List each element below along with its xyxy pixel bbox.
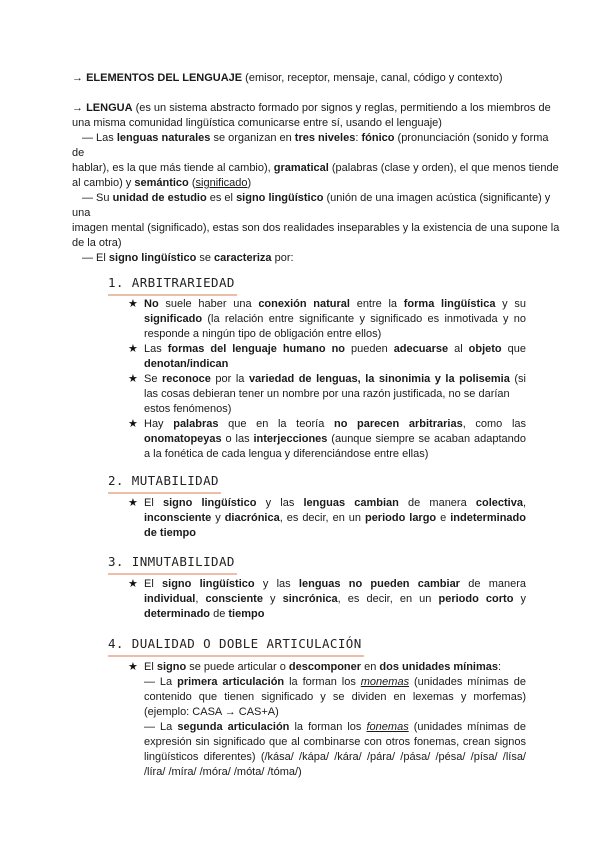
dualidad-line-1 bbox=[144, 660, 526, 675]
bold-text: caracteriza bbox=[214, 252, 272, 264]
body-text: (la relación entre significante y significado es inmotivada y no bbox=[202, 313, 526, 325]
body-text: en bbox=[361, 661, 380, 673]
bold-text: formas del lenguaje humano no bbox=[167, 343, 346, 355]
mutabilidad-line-3 bbox=[144, 526, 526, 541]
bold-text: gramatical bbox=[273, 162, 329, 174]
inmutabilidad-line-3 bbox=[144, 607, 526, 622]
arbitrariedad-bullet-1-line-2 bbox=[144, 312, 526, 327]
bold-text: indeterminado bbox=[450, 512, 526, 524]
bold-text: signo bbox=[156, 661, 187, 673]
body-text: entre la bbox=[349, 298, 404, 310]
body-text: ( bbox=[188, 177, 196, 189]
body-text: la forman los bbox=[289, 721, 367, 733]
body-text: pueden bbox=[345, 343, 394, 355]
body-text: — Su bbox=[82, 192, 113, 204]
lengua-line-8: una bbox=[72, 207, 91, 219]
bold-text: interjecciones bbox=[253, 433, 328, 445]
bold-text: signo lingüístico bbox=[162, 497, 257, 509]
bold-text: inconsciente bbox=[144, 512, 212, 524]
body-text: se puede articular o bbox=[186, 661, 289, 673]
bold-text: tres niveles bbox=[294, 132, 356, 144]
body-text: y las bbox=[256, 497, 304, 509]
bold-text: palabras bbox=[173, 418, 219, 430]
bold-text: descomponer bbox=[288, 661, 362, 673]
body-text: se organizan en bbox=[210, 132, 295, 144]
bold-text: individual bbox=[144, 593, 196, 605]
lengua-line-6 bbox=[72, 176, 534, 191]
body-text: que bbox=[501, 343, 526, 355]
bold-text: variedad de lenguas, la sinonimia y la polisemia bbox=[248, 373, 510, 385]
section-heading-mutabilidad: 2. MUTABILIDAD bbox=[108, 474, 221, 494]
bold-text: primera articulación bbox=[177, 676, 285, 688]
body-text: El bbox=[144, 578, 163, 590]
lengua-line-1 bbox=[72, 101, 551, 116]
body-text: por: bbox=[271, 252, 294, 264]
bold-text: adecuarse bbox=[393, 343, 449, 355]
body-text: de manera bbox=[398, 497, 476, 509]
bold-text: periodo corto bbox=[438, 593, 514, 605]
body-text: de bbox=[210, 608, 229, 620]
bold-text: No bbox=[144, 298, 159, 310]
dualidad-line-5 bbox=[144, 720, 526, 735]
body-text: y su bbox=[495, 298, 526, 310]
star-icon: ★ bbox=[128, 373, 138, 385]
body-text: , bbox=[195, 593, 206, 605]
section-heading-arbitrariedad: 1. ARBITRARIEDAD bbox=[108, 276, 237, 296]
elementos-line bbox=[72, 71, 534, 86]
body-text: (unidades mínimas de bbox=[409, 676, 526, 688]
body-text: , como las bbox=[462, 418, 527, 430]
bold-text: de bbox=[144, 527, 160, 539]
arbitrariedad-bullet-4-line-2 bbox=[144, 432, 526, 447]
body-text: y las bbox=[254, 578, 299, 590]
bold-text: periodo largo bbox=[364, 512, 437, 524]
heading-text: LENGUA bbox=[86, 102, 133, 114]
body-text: (emisor, receptor, mensaje, canal, código y contexto) bbox=[242, 72, 503, 84]
bold-text: onomatopeyas bbox=[144, 433, 222, 445]
body-text: , es decir, en un bbox=[337, 593, 439, 605]
body-text: (unidades mínimas de bbox=[408, 721, 526, 733]
arbitrariedad-bullet-3-line-2: las cosas debieran tener un nombre por una razón justificada, no se darían bbox=[144, 388, 510, 400]
bold-text: colectiva bbox=[475, 497, 523, 509]
bold-text: diacrónica bbox=[224, 512, 280, 524]
bold-text: signo lingüístico bbox=[108, 252, 197, 264]
body-text: (si bbox=[509, 373, 526, 385]
body-text: El bbox=[144, 661, 157, 673]
lengua-line-7 bbox=[82, 191, 551, 206]
body-text: , bbox=[522, 497, 527, 509]
dualidad-line-2 bbox=[144, 675, 526, 690]
arbitrariedad-bullet-3-line-1 bbox=[144, 372, 526, 387]
star-icon: ★ bbox=[128, 661, 138, 673]
inmutabilidad-line-1 bbox=[144, 577, 526, 592]
italic-underlined-text: monemas bbox=[360, 676, 410, 688]
dualidad-line-6: expresión sin significado que al combinarse con otros fonemas, crean signos bbox=[144, 736, 526, 748]
body-text: (palabras (clase y orden), el que menos tiende bbox=[328, 162, 559, 174]
underlined-text: significado bbox=[195, 177, 248, 189]
dualidad-line-8: /líra/ /míra/ /móra/ /móta/ /tóma/) bbox=[144, 766, 302, 778]
body-text: por la bbox=[210, 373, 249, 385]
body-text: (es un sistema abstracto formado por signos y reglas, permitiendo a los miembros de bbox=[132, 102, 551, 114]
body-text: El bbox=[144, 497, 163, 509]
bold-text: reconoce bbox=[161, 373, 211, 385]
arbitrariedad-bullet-2-line-1 bbox=[144, 342, 526, 357]
body-text: (pronunciación (sonido y forma bbox=[394, 132, 549, 144]
body-text: e bbox=[436, 512, 451, 524]
body-text: y bbox=[513, 593, 527, 605]
section-heading-inmutabilidad: 3. INMUTABILIDAD bbox=[108, 555, 237, 575]
body-text: Las bbox=[144, 343, 168, 355]
lengua-line-2: una misma comunidad lingüística comunicarse entre sí, usando el lenguaje) bbox=[72, 117, 442, 129]
body-text: — Las bbox=[82, 132, 117, 144]
lengua-line-3 bbox=[82, 131, 549, 146]
arrow-icon: → bbox=[72, 102, 87, 114]
star-icon: ★ bbox=[128, 343, 138, 355]
body-text: es el bbox=[206, 192, 237, 204]
star-icon: ★ bbox=[128, 298, 138, 310]
bold-text: tiempo bbox=[159, 527, 196, 539]
body-text: se bbox=[196, 252, 215, 264]
dualidad-line-4: (ejemplo: CASA → CAS+A) bbox=[144, 706, 279, 718]
lengua-line-10: de la otra) bbox=[72, 237, 122, 249]
bold-text: lenguas naturales bbox=[116, 132, 211, 144]
lengua-line-11 bbox=[82, 251, 544, 266]
arbitrariedad-bullet-2-line-2 bbox=[144, 357, 526, 372]
arbitrariedad-bullet-4-line-1 bbox=[144, 417, 526, 432]
arbitrariedad-bullet-4-line-3: a la fonética de cada lengua y diferenciándose entre ellas) bbox=[144, 448, 429, 460]
arrow-icon: → bbox=[72, 72, 87, 84]
bold-text: conexión natural bbox=[258, 298, 350, 310]
body-text: de manera bbox=[459, 578, 526, 590]
body-text: — La bbox=[144, 721, 178, 733]
body-text: Hay bbox=[144, 418, 174, 430]
dualidad-line-3: contenido que tienen significado y se dividen en lexemas y morfemas) bbox=[144, 691, 526, 703]
star-icon: ★ bbox=[128, 578, 138, 590]
body-text: (unión de una imagen acústica (significante) y bbox=[323, 192, 551, 204]
bold-text: semántico bbox=[134, 177, 189, 189]
bold-text: fónico bbox=[361, 132, 395, 144]
body-text: y bbox=[211, 512, 225, 524]
body-text: — La bbox=[144, 676, 178, 688]
bold-text: dos unidades mínimas bbox=[379, 661, 499, 673]
body-text: suele haber una bbox=[158, 298, 259, 310]
bold-text: objeto bbox=[468, 343, 502, 355]
inmutabilidad-line-2 bbox=[144, 592, 526, 607]
mutabilidad-line-2 bbox=[144, 511, 526, 526]
bold-text: lenguas cambian bbox=[303, 497, 399, 509]
bold-text: segunda articulación bbox=[177, 721, 290, 733]
heading-text: ELEMENTOS DEL LENGUAJE bbox=[86, 72, 243, 84]
lengua-line-9: imagen mental (significado), estas son dos realidades inseparables y la existencia de una supone la bbox=[72, 222, 560, 234]
bold-text: denotan/indican bbox=[144, 358, 229, 370]
body-text: que en la teoría bbox=[218, 418, 334, 430]
arbitrariedad-bullet-3-line-3: estos fenómenos) bbox=[144, 403, 232, 415]
bold-text: signo lingüístico bbox=[162, 578, 255, 590]
body-text: , es decir, en un bbox=[279, 512, 365, 524]
star-icon: ★ bbox=[128, 418, 138, 430]
bold-text: signo lingüístico bbox=[236, 192, 324, 204]
body-text: : bbox=[498, 661, 502, 673]
body-text: o las bbox=[221, 433, 254, 445]
bold-text: determinado bbox=[144, 608, 211, 620]
bold-text: forma lingüística bbox=[403, 298, 496, 310]
lengua-line-4: de bbox=[72, 147, 85, 159]
arbitrariedad-bullet-1-line-1 bbox=[144, 297, 526, 312]
bold-text: significado bbox=[144, 313, 203, 325]
body-text: la forman los bbox=[284, 676, 361, 688]
section-heading-dualidad: 4. DUALIDAD O DOBLE ARTICULACIÓN bbox=[108, 637, 364, 657]
italic-underlined-text: fonemas bbox=[366, 721, 409, 733]
bold-text: tiempo bbox=[228, 608, 265, 620]
bold-text: unidad de estudio bbox=[112, 192, 207, 204]
body-text: Se bbox=[144, 373, 162, 385]
body-text: (aunque siempre se acaban adaptando bbox=[327, 433, 526, 445]
bold-text: consciente bbox=[205, 593, 263, 605]
bold-text: sincrónica bbox=[282, 593, 338, 605]
bold-text: lenguas no pueden cambiar bbox=[298, 578, 460, 590]
dualidad-line-7: lingüísticos diferentes) (/kása/ /kápa/ /kára/ /pára/ /pása/ /pésa/ /písa/ /lísa/ bbox=[144, 751, 526, 763]
body-text: : bbox=[355, 132, 362, 144]
body-text: hablar), es la que más tiende al cambio), bbox=[72, 162, 274, 174]
body-text: ) bbox=[247, 177, 252, 189]
body-text: — El bbox=[82, 252, 109, 264]
arbitrariedad-bullet-1-line-3: responde a ningún tipo de obligación entre ellos) bbox=[144, 328, 382, 340]
body-text: al bbox=[448, 343, 469, 355]
body-text: y bbox=[262, 593, 283, 605]
mutabilidad-line-1 bbox=[144, 496, 526, 511]
body-text: al cambio) y bbox=[72, 177, 135, 189]
star-icon: ★ bbox=[128, 497, 138, 509]
bold-text: no parecen arbitrarias bbox=[333, 418, 463, 430]
lengua-line-5 bbox=[72, 161, 559, 176]
